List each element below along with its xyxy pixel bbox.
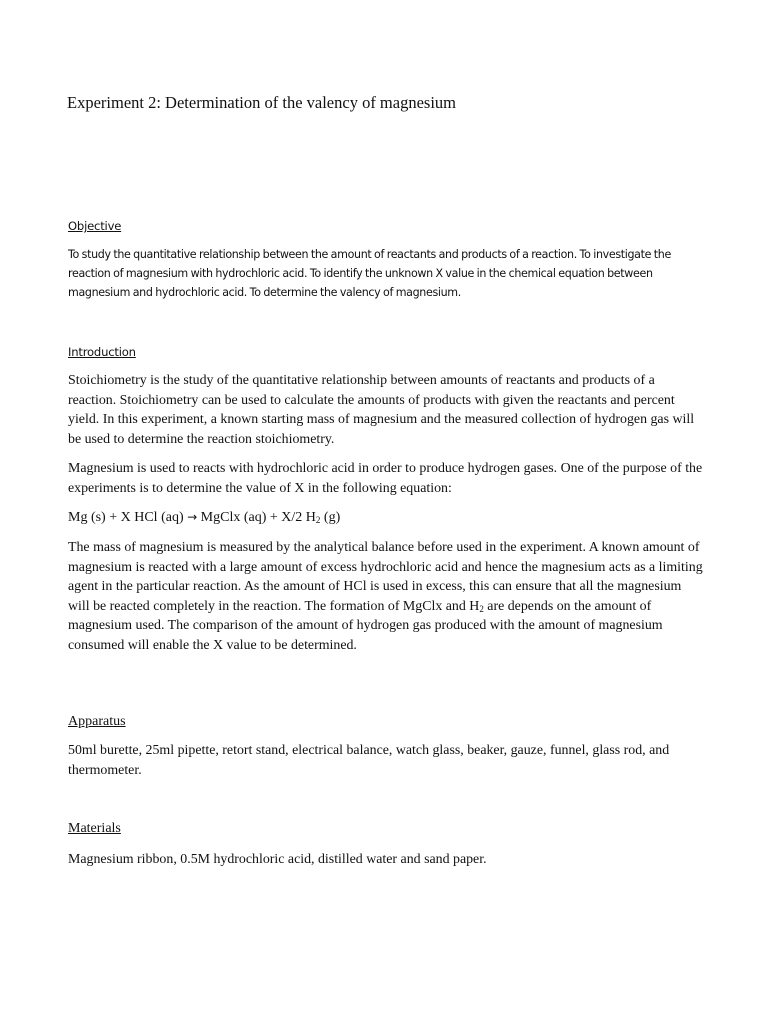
introduction-paragraph-3 — [68, 538, 703, 655]
materials-heading: Materials — [68, 821, 121, 836]
paragraph-3-text-b: are depends on the amount of magnesium used. The comparison of the amount of hydrogen gas produced with the amount of magnesium consumed will enable the X value to be determined. — [68, 598, 663, 653]
equation-reactants: Mg (s) + X HCl (aq) — [68, 510, 188, 525]
equation-state: (g) — [320, 510, 341, 525]
introduction-paragraph-2: Magnesium is used to reacts with hydrochloric acid in order to produce hydrogen gases. One of the purpose of the experiments is to determine the value of X in the following equation: — [68, 461, 703, 496]
arrow-icon: → — [187, 510, 198, 524]
apparatus-paragraph: 50ml burette, 25ml pipette, retort stand, electrical balance, watch glass, beaker, gauze, funnel, glass rod, and thermometer. — [68, 743, 670, 778]
introduction-paragraph-1: Stoichiometry is the study of the quantitative relationship between amounts of reactants and products of a reaction. Stoichiometry can be used to calculate the amounts of products with given the reactants and percent yield. In this experiment, a known starting mass of magnesium and the measured collection of hydrogen gas will be used to determine the reaction stoichiometry. — [68, 373, 695, 447]
h2-subscript-inline: 2 — [479, 603, 484, 614]
equation-products: MgClx (aq) + X/2 H — [197, 510, 316, 525]
objective-paragraph: To study the quantitative relationship between the amount of reactants and products of a reaction. To investigate the reaction of magnesium with hydrochloric acid. To identify the unknown X value in the chemical equation between magnesium and hydrochloric acid. To determine the valency of magnesium. — [68, 248, 671, 299]
chemical-equation — [68, 508, 340, 527]
materials-paragraph: Magnesium ribbon, 0.5M hydrochloric acid, distilled water and sand paper. — [68, 852, 487, 867]
h2-subscript: 2 — [315, 515, 321, 525]
paragraph-3-text-a: The mass of magnesium is measured by the analytical balance before used in the experiment. A known amount of magnesium is reacted with a large amount of excess hydrochloric acid and hence the magnesium acts as a limiting agent in the particular reaction. As the amount of HCl is used in excess, this can ensure that all the magnesium will be reacted completely in the reaction. The formation of MgClx and H — [68, 540, 703, 614]
objective-heading: Objective — [68, 219, 122, 233]
page-title: Experiment 2: Determination of the valency of magnesium — [67, 93, 457, 112]
apparatus-heading: Apparatus — [68, 714, 126, 729]
introduction-heading: Introduction — [68, 345, 136, 359]
